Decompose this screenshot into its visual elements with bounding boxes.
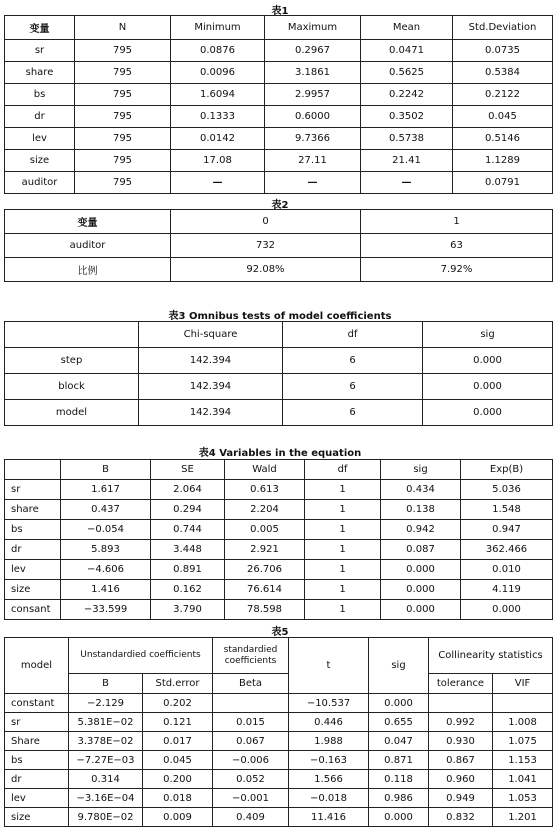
table5-cell: 0.118 — [369, 770, 429, 789]
table2-cell: 92.08% — [171, 258, 361, 282]
table4-cell: 1 — [305, 520, 381, 540]
table4-cell: 0.005 — [225, 520, 305, 540]
table5-cell — [429, 694, 493, 713]
table1-cell: 0.5384 — [453, 62, 553, 84]
table4-cell: 0.000 — [381, 600, 461, 620]
table3 — [4, 321, 553, 426]
table1-header-cell: Mean — [361, 16, 453, 40]
table5-header-t: t — [289, 638, 369, 694]
table2 — [4, 209, 553, 282]
table1-row — [5, 106, 553, 128]
table1-row — [5, 84, 553, 106]
table4-cell: 2.204 — [225, 500, 305, 520]
table1-cell: 0.2122 — [453, 84, 553, 106]
table5-cell: 0.200 — [143, 770, 213, 789]
table1-cell: 0.0735 — [453, 40, 553, 62]
table1-cell: 0.2242 — [361, 84, 453, 106]
table5-cell: 11.416 — [289, 808, 369, 827]
table4-cell: 0.000 — [381, 580, 461, 600]
table5-cell: 0.409 — [213, 808, 289, 827]
table5-row-label: bs — [5, 751, 69, 770]
table4-cell: 0.942 — [381, 520, 461, 540]
table5-header-sig: sig — [369, 638, 429, 694]
table1-cell: — — [361, 172, 453, 194]
table4-cell: 0.162 — [151, 580, 225, 600]
table4-header-cell: Exp(B) — [461, 460, 553, 480]
table3-cell: 142.394 — [139, 400, 283, 426]
table1-row — [5, 62, 553, 84]
table3-row-label: block — [5, 374, 139, 400]
table2-body — [5, 234, 553, 282]
table5-subheader-row — [5, 674, 553, 694]
table3-header-cell — [5, 322, 139, 348]
table5-cell: 0.047 — [369, 732, 429, 751]
table2-row-label: auditor — [5, 234, 171, 258]
table5 — [4, 637, 553, 827]
table5-row — [5, 732, 553, 751]
table5-cell: 3.378E−02 — [69, 732, 143, 751]
table2-header-cell: 变量 — [5, 210, 171, 234]
table5-header-std-error: Std.error — [143, 674, 213, 694]
table4-cell: 3.448 — [151, 540, 225, 560]
table4-cell: 0.010 — [461, 560, 553, 580]
table2-row — [5, 258, 553, 282]
table1-header-cell: Std.Deviation — [453, 16, 553, 40]
table5-cell: 0.015 — [213, 713, 289, 732]
table4-cell: 76.614 — [225, 580, 305, 600]
table2-header-cell: 1 — [361, 210, 553, 234]
table4-row — [5, 560, 553, 580]
table4-cell: 26.706 — [225, 560, 305, 580]
table1-cell: 0.3502 — [361, 106, 453, 128]
table4-cell: 0.613 — [225, 480, 305, 500]
table5-row — [5, 770, 553, 789]
table4-cell: 2.921 — [225, 540, 305, 560]
table1-header-cell: N — [75, 16, 171, 40]
table4-cell: 3.790 — [151, 600, 225, 620]
table1-cell: 0.045 — [453, 106, 553, 128]
table4-row-label: share — [5, 500, 61, 520]
table4-cell: 0.000 — [381, 560, 461, 580]
table5-cell: 0.986 — [369, 789, 429, 808]
table4-cell: 78.598 — [225, 600, 305, 620]
table5-cell: 1.566 — [289, 770, 369, 789]
table5-cell — [493, 694, 553, 713]
table3-cell: 142.394 — [139, 348, 283, 374]
table1-row-label: dr — [5, 106, 75, 128]
table2-header-cell: 0 — [171, 210, 361, 234]
table1-cell: 21.41 — [361, 150, 453, 172]
table1-cell: 0.5625 — [361, 62, 453, 84]
table5-header-collinearity: Collinearity statistics — [429, 638, 553, 674]
table3-cell: 142.394 — [139, 374, 283, 400]
table4-row-label: dr — [5, 540, 61, 560]
table1-cell: 795 — [75, 128, 171, 150]
table2-cell: 732 — [171, 234, 361, 258]
table5-header-standardized: standardied coefficients — [213, 638, 289, 674]
table1-cell: 0.0096 — [171, 62, 265, 84]
table1-cell: 2.9957 — [265, 84, 361, 106]
table5-row — [5, 751, 553, 770]
table5-cell: −2.129 — [69, 694, 143, 713]
table5-cell: 0.018 — [143, 789, 213, 808]
table5-cell: 0.871 — [369, 751, 429, 770]
table4-cell: 0.294 — [151, 500, 225, 520]
table1-caption: 表1 — [271, 6, 289, 17]
table1-cell: — — [171, 172, 265, 194]
table1-cell: 795 — [75, 40, 171, 62]
table1 — [4, 15, 553, 194]
table4-header-row — [5, 460, 553, 480]
table5-cell: 5.381E−02 — [69, 713, 143, 732]
table5-header-row — [5, 638, 553, 674]
table4-cell: 1 — [305, 600, 381, 620]
table5-cell: 0.446 — [289, 713, 369, 732]
table5-header-tolerance: tolerance — [429, 674, 493, 694]
table1-header-row — [5, 16, 553, 40]
table1-row-label: sr — [5, 40, 75, 62]
table5-row-label: Share — [5, 732, 69, 751]
table5-cell: 0.949 — [429, 789, 493, 808]
table5-cell: 9.780E−02 — [69, 808, 143, 827]
table1-cell: 0.0471 — [361, 40, 453, 62]
table4-caption: 表4 Variables in the equation — [198, 448, 362, 459]
table4-cell: −0.054 — [61, 520, 151, 540]
table4-cell: 2.064 — [151, 480, 225, 500]
table4-cell: −4.606 — [61, 560, 151, 580]
table3-row-label: step — [5, 348, 139, 374]
table5-cell: 0.000 — [369, 694, 429, 713]
table1-cell: 795 — [75, 62, 171, 84]
table5-cell: 0.067 — [213, 732, 289, 751]
table4-row-label: sr — [5, 480, 61, 500]
table1-body — [5, 40, 553, 194]
table5-row-label: dr — [5, 770, 69, 789]
table4-row — [5, 500, 553, 520]
table5-cell: 1.153 — [493, 751, 553, 770]
table5-cell: −0.006 — [213, 751, 289, 770]
table5-cell: −0.163 — [289, 751, 369, 770]
table1-row — [5, 40, 553, 62]
table5-cell: 1.041 — [493, 770, 553, 789]
table2-row-label: 比例 — [5, 258, 171, 282]
table5-row — [5, 713, 553, 732]
table1-header-cell: 变量 — [5, 16, 75, 40]
table2-cell: 63 — [361, 234, 553, 258]
table5-cell: 0.052 — [213, 770, 289, 789]
table5-header-model: model — [5, 638, 69, 694]
table3-row — [5, 374, 553, 400]
table3-cell: 0.000 — [423, 400, 553, 426]
table4-cell: 1.416 — [61, 580, 151, 600]
table5-row-label: lev — [5, 789, 69, 808]
table5-cell: 1.201 — [493, 808, 553, 827]
table2-header-row — [5, 210, 553, 234]
table1-cell: 17.08 — [171, 150, 265, 172]
table5-cell: −3.16E−04 — [69, 789, 143, 808]
table1-cell: — — [265, 172, 361, 194]
table3-header-cell: df — [283, 322, 423, 348]
table4-row — [5, 600, 553, 620]
table4-header-cell: Wald — [225, 460, 305, 480]
table3-cell: 0.000 — [423, 374, 553, 400]
table3-cell: 6 — [283, 400, 423, 426]
table1-cell: 0.2967 — [265, 40, 361, 62]
table5-cell: −10.537 — [289, 694, 369, 713]
table3-row — [5, 348, 553, 374]
table4-cell: 0.437 — [61, 500, 151, 520]
table5-header-unstandardized: Unstandardied coefficients — [69, 638, 213, 674]
table5-cell: 0.930 — [429, 732, 493, 751]
table1-row-label: bs — [5, 84, 75, 106]
table1-cell: 1.1289 — [453, 150, 553, 172]
table3-caption: 表3 Omnibus tests of model coefficients — [168, 311, 392, 322]
table4-row — [5, 540, 553, 560]
table3-row-label: model — [5, 400, 139, 426]
table4-row-label: consant — [5, 600, 61, 620]
table5-cell: 0.867 — [429, 751, 493, 770]
table1-cell: 3.1861 — [265, 62, 361, 84]
table4-row — [5, 480, 553, 500]
table4-cell: 1.617 — [61, 480, 151, 500]
table4-row-label: size — [5, 580, 61, 600]
table1-cell: 0.1333 — [171, 106, 265, 128]
table1-cell: 795 — [75, 150, 171, 172]
table5-cell: 1.988 — [289, 732, 369, 751]
table5-cell: −7.27E−03 — [69, 751, 143, 770]
table4-row-label: bs — [5, 520, 61, 540]
table4-cell: 4.119 — [461, 580, 553, 600]
table1-row-label: auditor — [5, 172, 75, 194]
table5-header-beta: Beta — [213, 674, 289, 694]
table5-cell — [213, 694, 289, 713]
table4-cell: 0.891 — [151, 560, 225, 580]
table5-cell: −0.018 — [289, 789, 369, 808]
table4-cell: 362.466 — [461, 540, 553, 560]
table5-cell: 0.045 — [143, 751, 213, 770]
table4-cell: 1 — [305, 580, 381, 600]
table2-row — [5, 234, 553, 258]
table1-cell: 1.6094 — [171, 84, 265, 106]
table1-cell: 795 — [75, 172, 171, 194]
table4-cell: 5.893 — [61, 540, 151, 560]
table1-cell: 9.7366 — [265, 128, 361, 150]
table1-cell: 0.0142 — [171, 128, 265, 150]
table3-header-cell: Chi-square — [139, 322, 283, 348]
table1-cell: 795 — [75, 106, 171, 128]
table5-cell: 0.992 — [429, 713, 493, 732]
table5-row — [5, 694, 553, 713]
table4-header-cell: df — [305, 460, 381, 480]
table1-row-label: lev — [5, 128, 75, 150]
table1-cell: 0.0791 — [453, 172, 553, 194]
table3-header-cell: sig — [423, 322, 553, 348]
table5-cell: −0.001 — [213, 789, 289, 808]
table1-cell: 0.5738 — [361, 128, 453, 150]
table5-cell: 0.000 — [369, 808, 429, 827]
table5-body — [5, 694, 553, 827]
table1-cell: 795 — [75, 84, 171, 106]
table5-cell: 0.832 — [429, 808, 493, 827]
table5-cell: 0.655 — [369, 713, 429, 732]
table5-cell: 0.017 — [143, 732, 213, 751]
table5-header-b: B — [69, 674, 143, 694]
table3-header-row — [5, 322, 553, 348]
table4-header-cell: sig — [381, 460, 461, 480]
table3-cell: 0.000 — [423, 348, 553, 374]
table4-cell: 0.744 — [151, 520, 225, 540]
table4-cell: 5.036 — [461, 480, 553, 500]
table4-cell: 1 — [305, 480, 381, 500]
table3-row — [5, 400, 553, 426]
table4-cell: 0.000 — [461, 600, 553, 620]
table5-cell: 1.008 — [493, 713, 553, 732]
table1-cell: 0.5146 — [453, 128, 553, 150]
table4-row — [5, 520, 553, 540]
table1-header-cell: Minimum — [171, 16, 265, 40]
table1-row-label: size — [5, 150, 75, 172]
table4-cell: 0.087 — [381, 540, 461, 560]
table5-row — [5, 789, 553, 808]
table1-cell: 27.11 — [265, 150, 361, 172]
table5-row-label: constant — [5, 694, 69, 713]
table5-cell: 0.314 — [69, 770, 143, 789]
table1-cell: 0.0876 — [171, 40, 265, 62]
table5-cell: 0.960 — [429, 770, 493, 789]
table3-cell: 6 — [283, 348, 423, 374]
table1-header-cell: Maximum — [265, 16, 361, 40]
table5-cell: 1.075 — [493, 732, 553, 751]
table1-row — [5, 172, 553, 194]
table5-cell: 1.053 — [493, 789, 553, 808]
table5-cell: 0.202 — [143, 694, 213, 713]
table4-header-cell: SE — [151, 460, 225, 480]
table5-row — [5, 808, 553, 827]
table4-cell: −33.599 — [61, 600, 151, 620]
table2-cell: 7.92% — [361, 258, 553, 282]
table4-cell: 1 — [305, 560, 381, 580]
table4-body — [5, 480, 553, 620]
table4-row-label: lev — [5, 560, 61, 580]
table1-row — [5, 128, 553, 150]
table5-cell: 0.121 — [143, 713, 213, 732]
table3-body — [5, 348, 553, 426]
table3-cell: 6 — [283, 374, 423, 400]
table4-cell: 1.548 — [461, 500, 553, 520]
table4-header-cell — [5, 460, 61, 480]
table4-cell: 0.138 — [381, 500, 461, 520]
table5-header-vif: VIF — [493, 674, 553, 694]
table1-row-label: share — [5, 62, 75, 84]
table4-cell: 0.434 — [381, 480, 461, 500]
table1-row — [5, 150, 553, 172]
table4-row — [5, 580, 553, 600]
table4 — [4, 459, 553, 620]
table5-row-label: size — [5, 808, 69, 827]
table5-caption: 表5 — [271, 627, 289, 638]
table4-cell: 0.947 — [461, 520, 553, 540]
table2-caption: 表2 — [271, 200, 289, 211]
table5-cell: 0.009 — [143, 808, 213, 827]
table5-row-label: sr — [5, 713, 69, 732]
table4-cell: 1 — [305, 500, 381, 520]
table1-cell: 0.6000 — [265, 106, 361, 128]
table4-header-cell: B — [61, 460, 151, 480]
table4-cell: 1 — [305, 540, 381, 560]
